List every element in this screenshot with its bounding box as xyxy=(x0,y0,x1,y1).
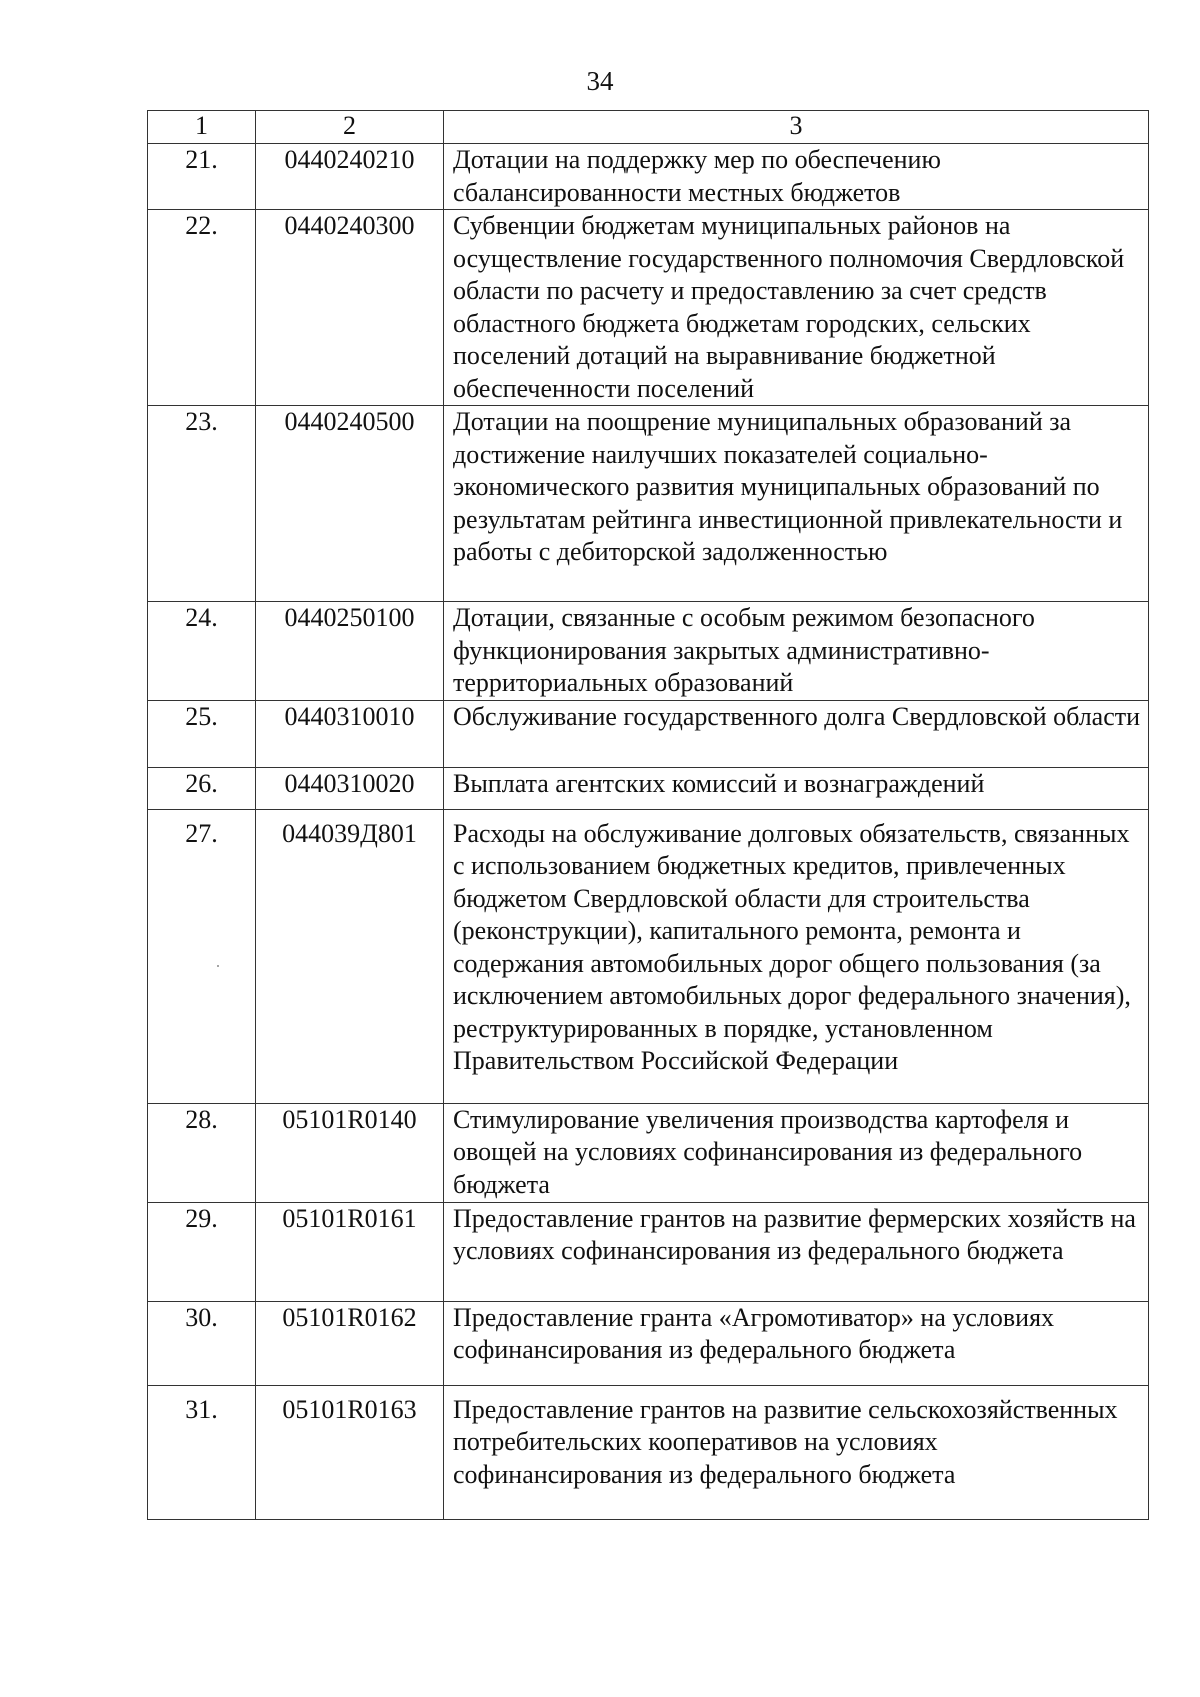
row-number: 31. xyxy=(148,1385,256,1519)
table-row xyxy=(148,767,1149,809)
row-description: Предоставление грантов на развитие фермерских хозяйств на условиях софинансирования из федерального бюджета xyxy=(444,1202,1149,1301)
row-description: Обслуживание государственного долга Свердловской области xyxy=(444,700,1149,767)
row-description: Стимулирование увеличения производства картофеля и овощей на условиях софинансирования из федерального бюджета xyxy=(444,1103,1149,1202)
table-row xyxy=(148,809,1149,1103)
row-number: 22. xyxy=(148,210,256,406)
budget-classification-table xyxy=(147,110,1149,1520)
row-description: Дотации, связанные с особым режимом безопасного функционирования закрытых административно-территориальных образований xyxy=(444,602,1149,701)
row-number: 30. xyxy=(148,1301,256,1385)
table-row xyxy=(148,210,1149,406)
row-code: 05101R0140 xyxy=(256,1103,444,1202)
row-number: 29. xyxy=(148,1202,256,1301)
table-row xyxy=(148,406,1149,602)
table-row xyxy=(148,1301,1149,1385)
row-code: 05101R0162 xyxy=(256,1301,444,1385)
row-description: Предоставление грантов на развитие сельскохозяйственных потребительских кооперативов на условиях софинансирования из федерального бюджета xyxy=(444,1385,1149,1519)
page-number: 34 xyxy=(586,66,614,96)
row-description: Предоставление гранта «Агромотиватор» на условиях софинансирования из федерального бюджета xyxy=(444,1301,1149,1385)
row-number: 23. xyxy=(148,406,256,602)
scan-speck xyxy=(217,965,219,967)
row-code: 044039Д801 xyxy=(256,809,444,1103)
row-code: 0440240210 xyxy=(256,144,444,210)
row-number: 25. xyxy=(148,700,256,767)
row-code: 0440310010 xyxy=(256,700,444,767)
row-code: 05101R0161 xyxy=(256,1202,444,1301)
row-number: 28. xyxy=(148,1103,256,1202)
row-description: Выплата агентских комиссий и вознаграждений xyxy=(444,767,1149,809)
header-cell-1: 1 xyxy=(148,111,256,144)
table-row xyxy=(148,700,1149,767)
row-number: 26. xyxy=(148,767,256,809)
table-row xyxy=(148,1103,1149,1202)
row-description: Расходы на обслуживание долговых обязательств, связанных с использованием бюджетных кредитов, привлеченных бюджетом Свердловской области для строительства (реконструкции), капитального ремонта, ремонта и содержания автомобильных дорог общего пользования (за исключением автомобильных дорог федерального значения), реструктурированных в порядке, установленном Правительством Российской Федерации xyxy=(444,809,1149,1103)
table-row xyxy=(148,1202,1149,1301)
row-description: Дотации на поощрение муниципальных образований за достижение наилучших показателей социально-экономического развития муниципальных образований по результатам рейтинга инвестиционной привлекательности и работы с дебиторской задолженностью xyxy=(444,406,1149,602)
row-description: Дотации на поддержку мер по обеспечению сбалансированности местных бюджетов xyxy=(444,144,1149,210)
table-row xyxy=(148,144,1149,210)
table-header-row xyxy=(148,111,1149,144)
row-description: Субвенции бюджетам муниципальных районов на осуществление государственного полномочия Свердловской области по расчету и предоставлению за счет средств областного бюджета бюджетам городских, сельских поселений дотаций на выравнивание бюджетной обеспеченности поселений xyxy=(444,210,1149,406)
row-code: 0440240500 xyxy=(256,406,444,602)
row-number: 27. xyxy=(148,809,256,1103)
row-code: 05101R0163 xyxy=(256,1385,444,1519)
row-code: 0440310020 xyxy=(256,767,444,809)
table-row xyxy=(148,1385,1149,1519)
row-number: 24. xyxy=(148,602,256,701)
row-code: 0440240300 xyxy=(256,210,444,406)
header-cell-3: 3 xyxy=(444,111,1149,144)
row-number: 21. xyxy=(148,144,256,210)
table-row xyxy=(148,602,1149,701)
header-cell-2: 2 xyxy=(256,111,444,144)
row-code: 0440250100 xyxy=(256,602,444,701)
